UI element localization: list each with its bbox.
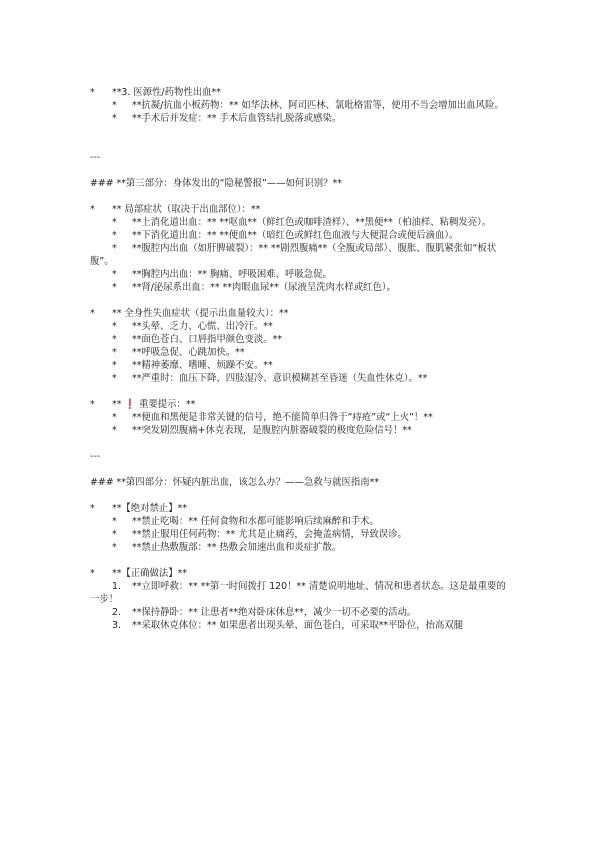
section-heading: ### **第三部分：身体发出的“隐秘警报”——如何识别？** xyxy=(90,178,342,189)
item-text: **呼吸急促、心跳加快。** xyxy=(132,347,245,358)
item-title: **3. 医源性/药物性出血** xyxy=(112,87,221,98)
item-text: **头晕、乏力、心慌、出冷汗。** xyxy=(132,321,273,332)
bullet: * xyxy=(90,87,95,98)
item-title: ** 全身性失血症状（提示出血量较大）：** xyxy=(112,308,289,319)
bullet: * xyxy=(112,217,117,228)
separator: --- xyxy=(90,451,101,462)
item-text: **保持静卧：** 让患者**绝对卧床休息**，减少一切不必要的活动。 xyxy=(132,607,417,618)
item-text: **腹腔内出血（如肝脾破裂）：** **剧烈腹痛**（全腹或局部）、腹胀、腹肌紧张如“板状腹”。 xyxy=(90,243,497,267)
section-heading: ### **第四部分：怀疑内脏出血，该怎么办？——急救与就医指南** xyxy=(90,477,380,488)
item-text: **肾/泌尿系出血：** **肉眼血尿**（尿液呈洗肉水样或红色）。 xyxy=(132,282,396,293)
item-text: **面色苍白、口唇指甲颜色变淡。** xyxy=(132,334,283,345)
sub-list-item xyxy=(90,229,510,242)
list-item xyxy=(90,86,510,99)
list-item xyxy=(90,307,510,320)
document-page xyxy=(90,86,510,632)
item-title: **【绝对禁止】** xyxy=(112,503,188,514)
item-number: 2. xyxy=(112,607,121,618)
list-item xyxy=(90,203,510,216)
tip-prefix: ** xyxy=(112,399,122,410)
bullet: * xyxy=(112,282,117,293)
sub-list-item xyxy=(90,242,510,268)
numbered-item xyxy=(90,606,510,619)
bullet: * xyxy=(112,373,117,384)
bullet: * xyxy=(112,269,117,280)
item-text: **采取休克体位：** 如果患者出现头晕、面色苍白，可采取**平卧位，抬高双腿 xyxy=(132,620,464,631)
item-text: **禁止吃喝：** 任何食物和水都可能影响后续麻醉和手术。 xyxy=(132,516,379,527)
item-text: **禁止服用任何药物：** 尤其是止痛药，会掩盖病情，导致误诊。 xyxy=(132,529,407,540)
separator: --- xyxy=(90,152,101,163)
item-title: 重要提示：** xyxy=(139,399,196,410)
bullet: * xyxy=(90,308,95,319)
item-text: **便血和黑便是非常关键的信号，绝不能简单归咎于“痔疮”或“上火”！** xyxy=(132,412,433,423)
list-item xyxy=(90,567,510,580)
bullet: * xyxy=(112,425,117,436)
sub-list-item xyxy=(90,411,510,424)
bullet: * xyxy=(112,412,117,423)
bullet: * xyxy=(112,243,117,254)
list-item xyxy=(90,502,510,515)
bullet: * xyxy=(90,399,95,410)
sub-list-item xyxy=(90,268,510,281)
item-title: **【正确做法】** xyxy=(112,568,188,579)
bullet: * xyxy=(112,230,117,241)
item-text: **精神萎靡、嗜睡、烦躁不安。** xyxy=(132,360,273,371)
item-number: 3. xyxy=(112,620,121,631)
sub-list-item xyxy=(90,112,510,125)
list-item xyxy=(90,398,510,411)
bullet: * xyxy=(112,100,117,111)
sub-list-item xyxy=(90,515,510,528)
item-text: **抗凝/抗血小板药物：** 如华法林、阿司匹林、氯吡格雷等，使用不当会增加出血风险。 xyxy=(132,100,504,111)
bullet: * xyxy=(112,516,117,527)
bullet: * xyxy=(112,334,117,345)
sub-list-item xyxy=(90,372,510,385)
item-text: **突发剧烈腹痛+休克表现，是腹腔内脏器破裂的极度危险信号！** xyxy=(132,425,412,436)
bullet: * xyxy=(90,568,95,579)
item-text: **胸腔内出血：** 胸痛、呼吸困难、呼吸急促。 xyxy=(132,269,332,280)
item-text: **手术后并发症：** 手术后血管结扎脱落或感染。 xyxy=(132,113,342,124)
item-number: 1. xyxy=(112,581,121,592)
item-text: **上消化道出血：** **呕血**（鲜红色或咖啡渣样）、**黑便**（柏油样、粘稠发亮）。 xyxy=(132,217,492,228)
bullet: * xyxy=(90,503,95,514)
item-text: **严重时：血压下降、四肢湿冷、意识模糊甚至昏迷（失血性休克）。** xyxy=(132,373,428,384)
sub-list-item xyxy=(90,216,510,229)
bullet: * xyxy=(112,529,117,540)
sub-list-item xyxy=(90,320,510,333)
exclamation-icon: ❗ xyxy=(124,399,137,410)
item-title: ** 局部症状（取决于出血部位）：** xyxy=(112,204,261,215)
sub-list-item xyxy=(90,99,510,112)
item-text: **立即呼救：** **第一时间拨打 120！** 清楚说明地址、情况和患者状态。这是最重要的一步！ xyxy=(90,581,506,605)
item-text: **禁止热敷腹部：** 热敷会加速出血和炎症扩散。 xyxy=(132,542,342,553)
sub-list-item xyxy=(90,359,510,372)
bullet: * xyxy=(112,347,117,358)
numbered-item xyxy=(90,619,510,632)
bullet: * xyxy=(112,113,117,124)
sub-list-item xyxy=(90,333,510,346)
numbered-item xyxy=(90,580,510,606)
sub-list-item xyxy=(90,346,510,359)
sub-list-item xyxy=(90,424,510,437)
item-text: **下消化道出血：** **便血**（暗红色或鲜红色血液与大便混合或便后滴血）。 xyxy=(132,230,459,241)
bullet: * xyxy=(90,204,95,215)
sub-list-item xyxy=(90,281,510,294)
sub-list-item xyxy=(90,541,510,554)
bullet: * xyxy=(112,542,117,553)
bullet: * xyxy=(112,360,117,371)
sub-list-item xyxy=(90,528,510,541)
bullet: * xyxy=(112,321,117,332)
